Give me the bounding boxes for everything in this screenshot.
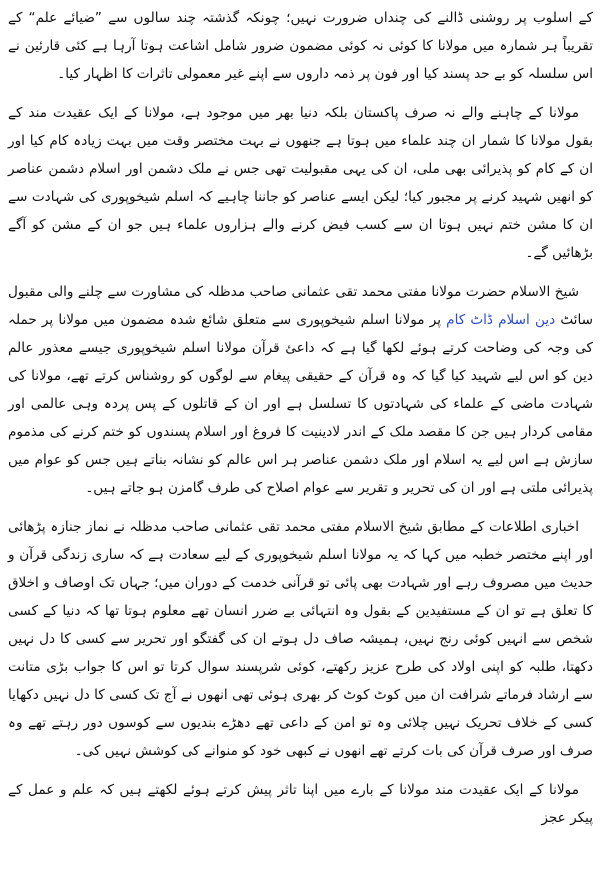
paragraph-5: مولانا کے ایک عقیدت مند مولانا کے بارے میں اپنا تاثر پیش کرتے ہوئے لکھتے ہیں کہ علم و عمل کے پیکر عجز — [8, 782, 593, 826]
paragraph-3-lead: شیخ الاسلام حضرت مولانا مفتی محمد تقی عثمانی صاحب مدظلہ کی مشاورت سے چلنے والی مقبول سائٹ — [8, 284, 593, 328]
paragraph-1: کے اسلوب پر روشنی ڈالنے کی چنداں ضرورت نہیں؛ چونکہ گذشتہ چند سالوں سے ”ضیائے علم“ کے تقریباً ہر شمارہ میں مولانا کا کوئی نہ کوئی مضمون ضرور شامل اشاعت ہوتا آرہا ہے کئی قارئین نے اس سلسلہ کو بے حد پسند کیا اور فون پر ذمہ داروں سے اپنے غیر معمولی تاثرات کا اظہار کیا۔ — [8, 10, 593, 82]
paragraph-3-body: پر مولانا اسلم شیخوپوری سے متعلق شائع شدہ مضمون میں مولانا پر حملہ کی وجہ کی وضاحت کرتے ہوئے لکھا گیا ہے کہ داعئ قرآن مولانا اسلم شیخوپوری جیسے معذور عالم دین کو اس لیے شہید کیا گیا کہ وہ قرآن کے حقیقی پیغام سے لوگوں کو روشناس کرتے تھے، مولانا کی شہادت ماضی کے علماء کی شہادتوں کا تسلسل ہے اور ان کے قاتلوں کے پس پردہ وہی عالمی اور مقامی کردار ہیں جن کا مقصد ملک کے اندر لادینیت کا فروغ اور اسلام پسندوں کو ختم کرنے کی مذموم سازش ہے اس لیے یہ اسلام اور ملک دشمن عناصر ہر اس عالم کو نشانہ بناتے ہیں جس کو عوام میں پذیرائی ملتی ہے اور ان کی تحریر و تقریر سے عوام اصلاح کی طرف گامزن ہو جاتے ہیں۔ — [8, 312, 593, 496]
paragraph-3 — [8, 278, 593, 502]
paragraph-4: اخباری اطلاعات کے مطابق شیخ الاسلام مفتی محمد تقی عثمانی صاحب مدظلہ نے نماز جنازہ پڑھائی اور اپنے مختصر خطبہ میں کہا کہ یہ مولانا اسلم شیخوپوری کے لیے سعادت ہے کہ ساری زندگی قرآن و حدیث میں مصروف رہے اور شہادت بھی پائی تو قرآنی خدمت کے دوران میں؛ جہاں تک اوصاف و اخلاق کا تعلق ہے تو ان کے مستفیدین کے بقول وہ انتہائی بے ضرر انسان تھے معلوم ہوتا تھا کہ دنیا کے کسی شخص سے انہیں کوئی رنج نہیں، ہمیشہ صاف دل ہوتے ان کی گفتگو اور تحریر سے کسی کا دل نہیں دکھتا، طلبہ کو اپنی اولاد کی طرح عزیز رکھتے، کوئی شرپسند سوال کرتا تو اس کا جواب بڑی متانت سے ارشاد فرماتے شرافت ان میں کوٹ کوٹ کر بھری ہوئی تھی انھوں نے آج تک کسی کا دل نہیں دکھایا کسی کے خلاف تحریک نہیں چلائی وہ تو امن کے داعی تھے دھڑے بندیوں سے کوسوں دور رہتے تھے وہ صرف اور صرف قرآن کی بات کرتے تھے انھوں نے کبھی خود کو منوانے کی کوشش نہیں کی۔ — [8, 519, 593, 759]
paragraph-2: مولانا کے چاہنے والے نہ صرف پاکستان بلکہ دنیا بھر میں موجود ہے، مولانا کے ایک عقیدت مند کے بقول مولانا کا شمار ان چند علماء میں ہوتا ہے جنھوں نے بہت مختصر وقت میں بہت زیادہ کام کیا اور ان کے کام کو پذیرائی بھی ملی، ان کی یہی مقبولیت تھی جس نے ملک دشمن اور اسلام دشمن عناصر کو انھیں شہید کرنے پر مجبور کیا؛ لیکن ایسے عناصر کو جاننا چاہیے کہ اسلم شیخوپوری کی شہادت سے ان کا مشن ختم نہیں ہوتا ان سے کسب فیض کرنے والے ہزاروں علماء ہیں جو ان کے مشن کو آگے بڑھائیں گے۔ — [8, 105, 593, 261]
deen-islam-link[interactable]: دین اسلام ڈاٹ کام — [446, 312, 556, 328]
